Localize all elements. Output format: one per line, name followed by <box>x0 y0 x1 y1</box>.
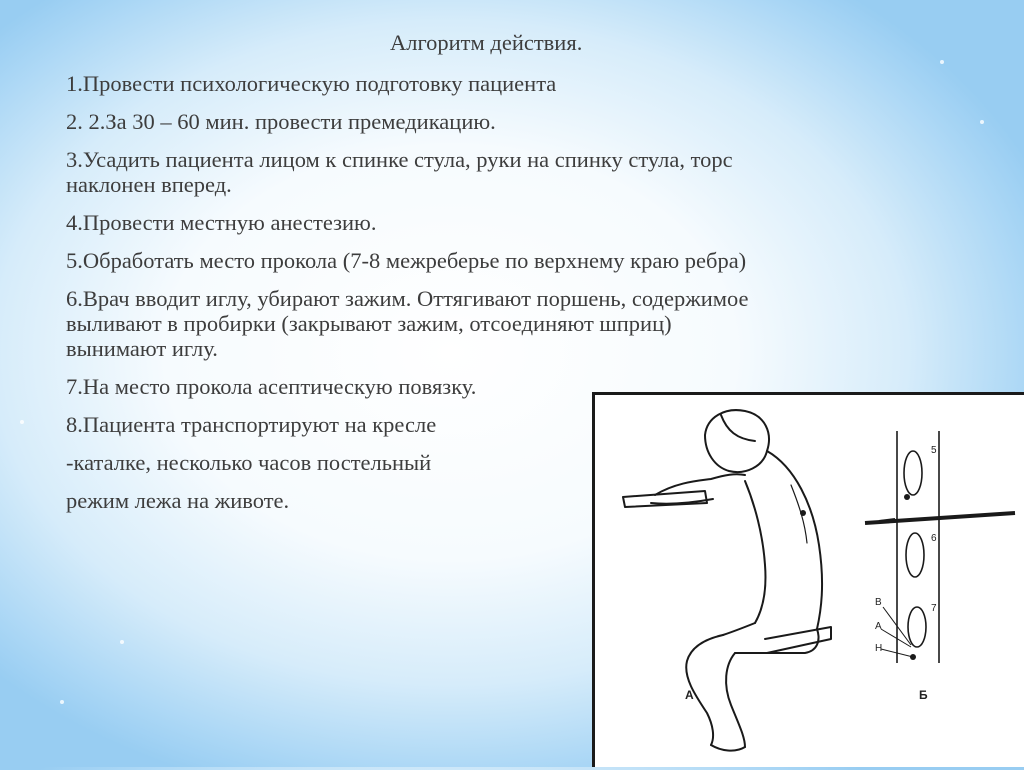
rib-label-5: 5 <box>931 445 937 456</box>
rib-label-7: 7 <box>931 603 937 614</box>
rib-label-6: 6 <box>931 533 937 544</box>
step-1: 1.Провести психологическую подготовку пациента <box>66 71 557 96</box>
step-2: 2. 2.За 30 – 60 мин. провести премедикацию. <box>66 109 496 134</box>
structure-label-a: А <box>875 621 882 632</box>
patient-sitting-drawing <box>595 395 1024 770</box>
structure-label-n: Н <box>875 643 883 654</box>
step-3: 3.Усадить пациента лицом к спинке стула, руки на спинку стула, торс наклонен вперед. <box>66 147 733 197</box>
step-7: 7.На место прокола асептическую повязку. <box>66 374 477 399</box>
step-4: 4.Провести местную анестезию. <box>66 210 377 235</box>
structure-label-v: В <box>875 597 882 608</box>
step-6: 6.Врач вводит иглу, убирают зажим. Оттягивают поршень, содержимое выливают в пробирки (закрывают зажим, отсоединяют шприц) вынимают иглу. <box>66 286 749 361</box>
panel-a-label: А <box>685 688 694 702</box>
step-8-continued: -каталке, несколько часов постельный <box>66 450 432 475</box>
step-8-continued-2: режим лежа на животе. <box>66 488 290 513</box>
panel-b-label: Б <box>919 688 928 702</box>
slide-title: Алгоритм действия. <box>390 30 583 55</box>
step-5: 5.Обработать место прокола (7-8 межреберье по верхнему краю ребра) <box>66 248 747 273</box>
puncture-position-illustration <box>592 392 1024 767</box>
step-8: 8.Пациента транспортируют на кресле <box>66 412 437 437</box>
